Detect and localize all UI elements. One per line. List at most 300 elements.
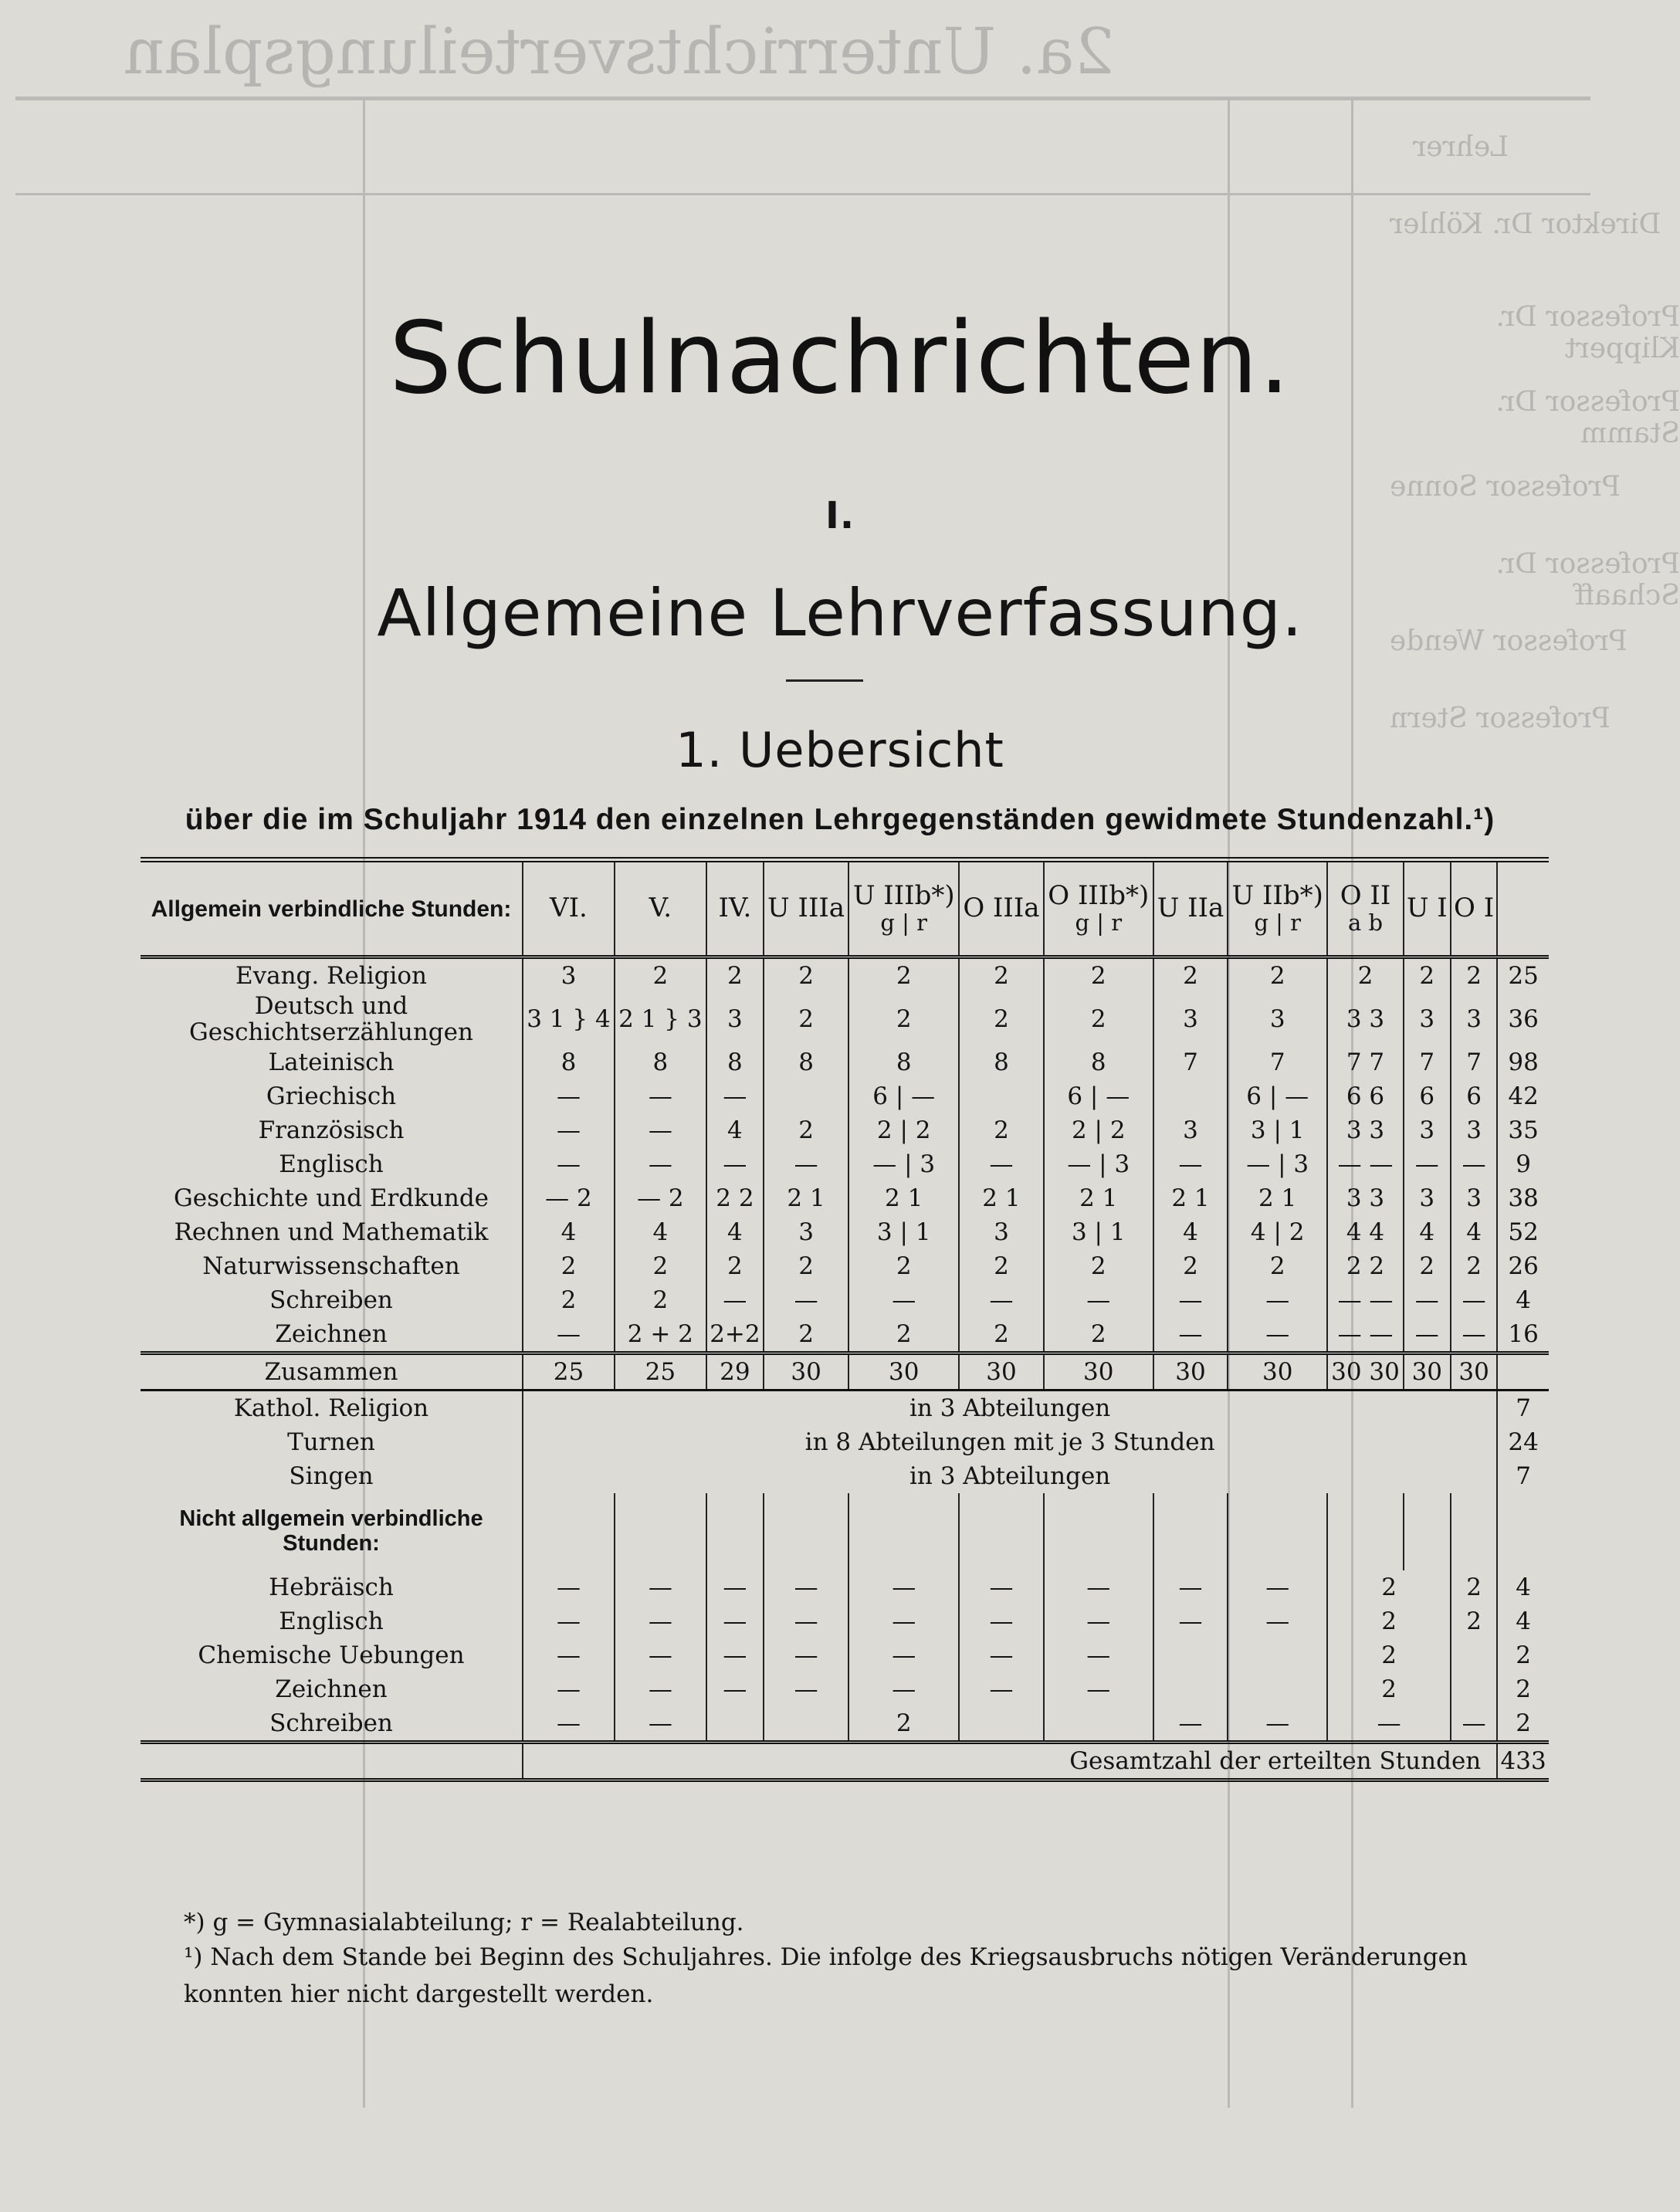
cell: — xyxy=(1044,1604,1153,1638)
cell: 2 1 xyxy=(1153,1181,1228,1215)
cell: — xyxy=(764,1672,848,1706)
cell: 4 xyxy=(1404,1215,1451,1249)
cell: — xyxy=(1404,1147,1451,1181)
cell: 3 xyxy=(1451,993,1497,1045)
cell: 2 2 xyxy=(1327,1249,1403,1283)
row-label: Singen xyxy=(289,1462,374,1491)
cell: 4 4 xyxy=(1327,1215,1403,1249)
row-label: Rechnen und Mathematik xyxy=(174,1218,489,1247)
footnote-one: ¹) Nach dem Stande bei Beginn des Schuljahres. Die infolge des Kriegsausbruchs nötigen Veränderungen xyxy=(184,1943,1468,1971)
cell: — xyxy=(1044,1570,1153,1604)
cell: 2 xyxy=(959,1113,1043,1147)
cell: 2 xyxy=(764,1113,848,1147)
footnote-one-cont: konnten hier nicht dargestellt werden. xyxy=(184,1980,654,2008)
row-label: Lateinisch xyxy=(268,1048,395,1077)
footnote-star: *) g = Gymnasialabteilung; r = Realabteilung. xyxy=(184,1909,744,1936)
cell: 7 7 xyxy=(1327,1045,1403,1079)
cell: — xyxy=(764,1638,848,1672)
cell: — xyxy=(1153,1706,1228,1743)
cell: — xyxy=(523,1079,615,1113)
row-label: Kathol. Religion xyxy=(233,1394,429,1423)
cell: — xyxy=(615,1113,706,1147)
empty-cell xyxy=(141,1743,523,1780)
cell: — 2 xyxy=(615,1181,706,1215)
optional-row xyxy=(141,1570,1549,1604)
cell: — xyxy=(523,1604,615,1638)
cell: — xyxy=(706,1147,764,1181)
cell: 3 xyxy=(1404,1181,1451,1215)
cell: 4 xyxy=(1451,1215,1497,1249)
cell: 2 + 2 xyxy=(615,1317,706,1353)
cell: 8 xyxy=(615,1045,706,1079)
optional-row xyxy=(141,1638,1549,1672)
cell: 3 xyxy=(1404,1113,1451,1147)
subsection-title: 1. Uebersicht xyxy=(676,722,1004,778)
cell: 3 xyxy=(1404,993,1451,1045)
cell: — xyxy=(959,1283,1043,1317)
cell: — xyxy=(848,1638,959,1672)
cell: 8 xyxy=(523,1045,615,1079)
cell: — xyxy=(1228,1604,1327,1638)
cell: 2 xyxy=(764,993,848,1045)
cell: 2 xyxy=(1451,1249,1497,1283)
cell: 3 3 xyxy=(1327,1113,1403,1147)
cell: — xyxy=(523,1638,615,1672)
cell: 2 xyxy=(1451,957,1497,994)
cell: 7 xyxy=(1153,1045,1228,1079)
cell: 4 xyxy=(706,1215,764,1249)
cell: 2+2 xyxy=(706,1317,764,1353)
cell xyxy=(706,1706,764,1743)
cell: — xyxy=(959,1147,1043,1181)
total-cell: 30 xyxy=(764,1353,848,1391)
section-number: I. xyxy=(825,494,855,537)
col-uiiia: U IIIa xyxy=(764,860,848,957)
cell: 2 | 2 xyxy=(1044,1113,1153,1147)
cell: 3 | 1 xyxy=(1044,1215,1153,1249)
cell: 7 xyxy=(1404,1045,1451,1079)
total-cell: 30 xyxy=(959,1353,1043,1391)
cell: — xyxy=(615,1604,706,1638)
total-cell: 7 xyxy=(1497,1391,1549,1426)
cell: 2 xyxy=(764,1249,848,1283)
cell: — — xyxy=(1327,1283,1403,1317)
hours-table xyxy=(141,857,1549,1782)
optional-row xyxy=(141,1672,1549,1706)
cell: — xyxy=(615,1638,706,1672)
cell: 2 xyxy=(848,1706,959,1743)
empty-cell xyxy=(1327,1493,1403,1570)
empty-cell xyxy=(1228,1493,1327,1570)
cell: — xyxy=(706,1672,764,1706)
cell: 2 xyxy=(959,1249,1043,1283)
empty-cell xyxy=(523,1493,615,1570)
table-caption: über die im Schuljahr 1914 den einzelnen Lehrgegenständen gewidmete Stundenzahl.¹) xyxy=(185,803,1495,836)
table-row xyxy=(141,1249,1549,1283)
cell: 2 xyxy=(848,957,959,994)
cell: 6 xyxy=(1404,1079,1451,1113)
grand-total-value: 433 xyxy=(1497,1743,1549,1780)
cell: — xyxy=(706,1638,764,1672)
cell: 2 2 xyxy=(706,1181,764,1215)
total-cell: 29 xyxy=(706,1353,764,1391)
cell xyxy=(959,1079,1043,1113)
row-label: Evang. Religion xyxy=(235,961,428,990)
table-row xyxy=(141,1113,1549,1147)
total-cell: 7 xyxy=(1497,1459,1549,1493)
total-cell: 25 xyxy=(615,1353,706,1391)
cell: — xyxy=(1327,1706,1451,1743)
cell: — xyxy=(523,1570,615,1604)
cell: 16 xyxy=(1497,1317,1549,1353)
cell: 2 | 2 xyxy=(848,1113,959,1147)
cell: 2 xyxy=(764,957,848,994)
cell: — xyxy=(1404,1317,1451,1353)
cell: 2 xyxy=(1404,1249,1451,1283)
cell: 2 xyxy=(1404,957,1451,994)
total-cell: 30 30 xyxy=(1327,1353,1403,1391)
row-label: Geschichte und Erdkunde xyxy=(173,1184,489,1213)
cell: 3 | 1 xyxy=(848,1215,959,1249)
cell: 38 xyxy=(1497,1181,1549,1215)
cell: — xyxy=(1153,1570,1228,1604)
total-cell: 30 xyxy=(1228,1353,1327,1391)
table-row xyxy=(141,1045,1549,1079)
cell: 52 xyxy=(1497,1215,1549,1249)
header-label: Allgemein verbindliche Stunden: xyxy=(141,860,523,957)
row-label: Naturwissenschaften xyxy=(202,1252,460,1281)
cell: 8 xyxy=(848,1045,959,1079)
col-uiib: U IIb*) g | r xyxy=(1228,860,1327,957)
cell: 2 xyxy=(615,957,706,994)
cell: 3 xyxy=(706,993,764,1045)
total-cell xyxy=(1497,1353,1549,1391)
cell: — xyxy=(848,1672,959,1706)
empty-cell xyxy=(1153,1493,1228,1570)
row-label: Turnen xyxy=(287,1428,375,1457)
table-row xyxy=(141,957,1549,994)
cell: 2 xyxy=(848,993,959,1045)
row-label: Griechisch xyxy=(266,1082,397,1111)
total-cell: 30 xyxy=(1404,1353,1451,1391)
cell: — xyxy=(706,1079,764,1113)
cell: — xyxy=(848,1570,959,1604)
bleed-heading: 2a. Unterrichtsverteilungsplan xyxy=(124,15,1115,89)
col-uiiib: U IIIb*) g | r xyxy=(848,860,959,957)
row-label: Englisch xyxy=(279,1150,384,1179)
cell: 8 xyxy=(1044,1045,1153,1079)
col-oiiib: O IIIb*) g | r xyxy=(1044,860,1153,957)
empty-cell xyxy=(848,1493,959,1570)
cell: — — xyxy=(1327,1147,1403,1181)
cell: — xyxy=(1228,1570,1327,1604)
grand-total-row xyxy=(141,1743,1549,1780)
cell: — xyxy=(523,1113,615,1147)
row-label: Schreiben xyxy=(269,1286,393,1315)
cell: 2 xyxy=(1044,1317,1153,1353)
cell: 2 xyxy=(706,1249,764,1283)
col-vi: VI. xyxy=(523,860,615,957)
total-cell: 30 xyxy=(1451,1353,1497,1391)
cell: — xyxy=(1451,1317,1497,1353)
cell: — xyxy=(848,1283,959,1317)
total-row xyxy=(141,1353,1549,1391)
total-cell: 24 xyxy=(1497,1425,1549,1459)
col-total xyxy=(1497,860,1549,957)
optional-row xyxy=(141,1604,1549,1638)
cell: — xyxy=(1451,1706,1497,1743)
total-cell: 25 xyxy=(523,1353,615,1391)
cell: — xyxy=(523,1317,615,1353)
col-uiia: U IIa xyxy=(1153,860,1228,957)
cell: — | 3 xyxy=(1228,1147,1327,1181)
optional-header: Nicht allgemein verbindliche Stunden: xyxy=(179,1506,483,1557)
cell xyxy=(1153,1672,1228,1706)
cell: — xyxy=(1228,1317,1327,1353)
table-row xyxy=(141,1181,1549,1215)
cell xyxy=(1451,1638,1497,1672)
span-cell: in 8 Abteilungen mit je 3 Stunden xyxy=(523,1425,1497,1459)
cell: 2 1 xyxy=(1228,1181,1327,1215)
cell: 4 xyxy=(523,1215,615,1249)
cell: — xyxy=(848,1604,959,1638)
cell xyxy=(764,1706,848,1743)
cell xyxy=(1153,1079,1228,1113)
empty-cell xyxy=(1451,1493,1497,1570)
cell: 3 xyxy=(1451,1113,1497,1147)
cell: — xyxy=(959,1604,1043,1638)
cell: — xyxy=(764,1570,848,1604)
cell: 2 xyxy=(523,1283,615,1317)
cell: — xyxy=(959,1638,1043,1672)
cell: — xyxy=(764,1604,848,1638)
col-oiiia: O IIIa xyxy=(959,860,1043,957)
cell: — xyxy=(523,1147,615,1181)
cell: 6 6 xyxy=(1327,1079,1403,1113)
cell: 3 xyxy=(764,1215,848,1249)
cell: — xyxy=(1044,1638,1153,1672)
cell: 8 xyxy=(959,1045,1043,1079)
cell: — xyxy=(706,1570,764,1604)
cell: 2 xyxy=(1497,1638,1549,1672)
cell: — xyxy=(764,1283,848,1317)
cell: 2 xyxy=(1327,1604,1451,1638)
cell: 9 xyxy=(1497,1147,1549,1181)
cell: 2 xyxy=(848,1249,959,1283)
row-label: Französisch xyxy=(258,1116,405,1145)
cell: 2 xyxy=(1044,1249,1153,1283)
cell: — — xyxy=(1327,1317,1403,1353)
cell: — 2 xyxy=(523,1181,615,1215)
cell: 2 xyxy=(615,1283,706,1317)
cell: 25 xyxy=(1497,957,1549,994)
row-label: Deutsch und Geschichtserzählungen xyxy=(189,992,473,1047)
grand-total-label: Gesamtzahl der erteilten Stunden xyxy=(523,1743,1497,1780)
cell xyxy=(1228,1672,1327,1706)
cell: — | 3 xyxy=(1044,1147,1153,1181)
row-label: Zeichnen xyxy=(275,1675,388,1704)
cell: — xyxy=(523,1706,615,1743)
cell: 2 xyxy=(1044,993,1153,1045)
cell: 2 xyxy=(1228,957,1327,994)
cell xyxy=(1228,1638,1327,1672)
cell: — xyxy=(615,1147,706,1181)
row-label: Zeichnen xyxy=(275,1320,388,1349)
cell: — xyxy=(1153,1317,1228,1353)
cell: — xyxy=(1153,1283,1228,1317)
cell: 2 xyxy=(1497,1706,1549,1743)
total-label: Zusammen xyxy=(141,1353,523,1391)
cell: 3 xyxy=(1228,993,1327,1045)
cell: 7 xyxy=(1451,1045,1497,1079)
cell: 8 xyxy=(764,1045,848,1079)
cell: 2 1 } 3 xyxy=(615,993,706,1045)
cell: 3 xyxy=(1451,1181,1497,1215)
row-label: Chemische Uebungen xyxy=(198,1641,465,1670)
cell xyxy=(959,1706,1043,1743)
cell xyxy=(1153,1638,1228,1672)
cell: 2 xyxy=(1327,1638,1451,1672)
table-row xyxy=(141,1147,1549,1181)
cell: 6 | — xyxy=(1044,1079,1153,1113)
cell: — xyxy=(959,1672,1043,1706)
cell: 26 xyxy=(1497,1249,1549,1283)
cell: — xyxy=(1044,1672,1153,1706)
extra-row xyxy=(141,1459,1549,1493)
cell: 2 1 xyxy=(1044,1181,1153,1215)
span-cell: in 3 Abteilungen xyxy=(523,1391,1497,1426)
bleed-through-text: 2a. Unterrichtsverteilungsplan Lehrer Direktor Dr. Köhler Professor Dr. Klippert Professor Dr. Stamm Professor Sonne Professor Dr. Schaaff Professor Wende Professor Stern xyxy=(0,0,1680,2212)
cell: 2 xyxy=(959,1317,1043,1353)
cell: — xyxy=(1228,1283,1327,1317)
cell: — xyxy=(1228,1706,1327,1743)
cell: 2 xyxy=(1497,1672,1549,1706)
cell: 4 xyxy=(1153,1215,1228,1249)
cell: 2 xyxy=(1327,1672,1451,1706)
cell: — xyxy=(959,1570,1043,1604)
cell: 3 | 1 xyxy=(1228,1113,1327,1147)
cell: 4 xyxy=(1497,1604,1549,1638)
optional-header-row xyxy=(141,1493,1549,1570)
cell: 6 | — xyxy=(848,1079,959,1113)
table-row xyxy=(141,1079,1549,1113)
table-row xyxy=(141,1215,1549,1249)
cell: 6 xyxy=(1451,1079,1497,1113)
table-row xyxy=(141,1283,1549,1317)
table-header-row xyxy=(141,860,1549,957)
total-cell: 30 xyxy=(848,1353,959,1391)
cell: 2 xyxy=(1228,1249,1327,1283)
col-v: V. xyxy=(615,860,706,957)
row-label: Schreiben xyxy=(269,1709,393,1738)
cell: 2 xyxy=(523,1249,615,1283)
cell: 2 xyxy=(764,1317,848,1353)
cell: 4 xyxy=(1497,1283,1549,1317)
cell: 4 xyxy=(706,1113,764,1147)
cell: — xyxy=(1153,1604,1228,1638)
cell: 35 xyxy=(1497,1113,1549,1147)
cell: — xyxy=(1044,1283,1153,1317)
empty-cell xyxy=(764,1493,848,1570)
cell: — xyxy=(1451,1147,1497,1181)
cell: — xyxy=(615,1672,706,1706)
col-ui: U I xyxy=(1404,860,1451,957)
cell: 2 xyxy=(848,1317,959,1353)
cell: 3 xyxy=(959,1215,1043,1249)
cell: 4 xyxy=(615,1215,706,1249)
cell: — xyxy=(1404,1283,1451,1317)
extra-row xyxy=(141,1391,1549,1426)
cell: 2 xyxy=(1153,1249,1228,1283)
empty-cell xyxy=(1404,1493,1451,1570)
cell: 3 xyxy=(1153,1113,1228,1147)
cell: 4 | 2 xyxy=(1228,1215,1327,1249)
section-title: Allgemeine Lehrverfassung. xyxy=(377,575,1303,651)
cell: 3 xyxy=(1153,993,1228,1045)
empty-cell xyxy=(706,1493,764,1570)
cell: 2 xyxy=(1153,957,1228,994)
empty-cell xyxy=(1044,1493,1153,1570)
cell: 3 xyxy=(523,957,615,994)
col-oi: O I xyxy=(1451,860,1497,957)
cell: 2 xyxy=(706,957,764,994)
cell: — | 3 xyxy=(848,1147,959,1181)
cell: 2 xyxy=(1451,1604,1497,1638)
cell: 2 xyxy=(959,957,1043,994)
empty-cell xyxy=(959,1493,1043,1570)
extra-row xyxy=(141,1425,1549,1459)
cell: — xyxy=(1451,1283,1497,1317)
cell xyxy=(1451,1672,1497,1706)
cell: 3 3 xyxy=(1327,1181,1403,1215)
cell: — xyxy=(615,1079,706,1113)
cell: 2 xyxy=(615,1249,706,1283)
empty-cell xyxy=(615,1493,706,1570)
cell: 2 xyxy=(1327,1570,1451,1604)
cell: 4 xyxy=(1497,1570,1549,1604)
cell: — xyxy=(615,1570,706,1604)
cell: — xyxy=(706,1604,764,1638)
optional-row xyxy=(141,1706,1549,1743)
cell: 3 1 } 4 xyxy=(523,993,615,1045)
cell: 8 xyxy=(706,1045,764,1079)
cell: — xyxy=(1153,1147,1228,1181)
cell: — xyxy=(764,1147,848,1181)
cell: 6 | — xyxy=(1228,1079,1327,1113)
page-title: Schulnachrichten. xyxy=(389,301,1291,416)
cell: 2 xyxy=(1044,957,1153,994)
cell: 3 3 xyxy=(1327,993,1403,1045)
cell: — xyxy=(615,1706,706,1743)
col-iv: IV. xyxy=(706,860,764,957)
cell: 2 1 xyxy=(959,1181,1043,1215)
cell: 2 xyxy=(959,993,1043,1045)
cell: 42 xyxy=(1497,1079,1549,1113)
table-row xyxy=(141,1317,1549,1353)
cell xyxy=(764,1079,848,1113)
cell: — xyxy=(523,1672,615,1706)
cell: 2 xyxy=(1327,957,1403,994)
cell: 2 1 xyxy=(848,1181,959,1215)
total-cell: 30 xyxy=(1044,1353,1153,1391)
table-row xyxy=(141,993,1549,1045)
cell: — xyxy=(706,1283,764,1317)
divider xyxy=(786,679,863,682)
col-oii: O II a b xyxy=(1327,860,1403,957)
cell: 7 xyxy=(1228,1045,1327,1079)
cell xyxy=(1044,1706,1153,1743)
empty-cell xyxy=(1497,1493,1549,1570)
